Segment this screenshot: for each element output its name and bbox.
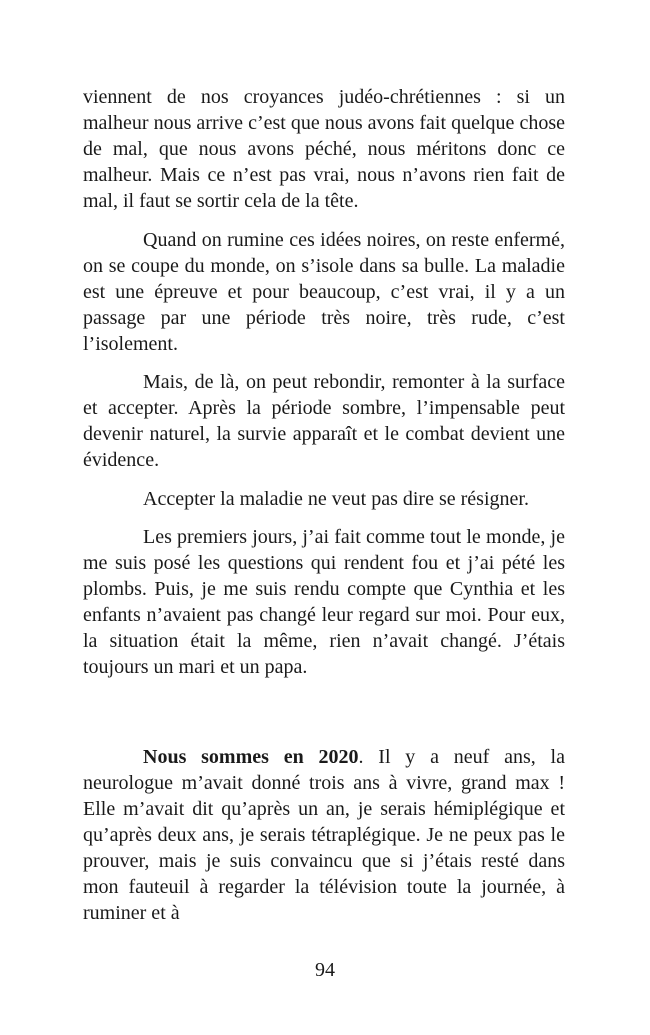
bold-lead: Nous sommes en 2020 [143,746,359,768]
paragraph-idees-noires: Quand on rumine ces idées noires, on reste enfermé, on se coupe du monde, on s’isole dans sa bulle. La maladie est une épreuve et pour beaucoup, c’est vrai, il y a un passage par une période très noire, très rude, c’est l’isolement. [83,228,565,355]
page-number: 94 [315,959,335,981]
paragraph-premiers-jours: Les premiers jours, j’ai fait comme tout le monde, je me suis posé les questions qui rendent fou et j’ai pété les plombs. Puis, je me suis rendu compte que Cynthia et les enfants n’avaient pas changé leur regard sur moi. Pour eux, la situation était la même, rien n’avait changé. J’étais toujours un mari et un papa. [83,526,565,678]
paragraph-continuation: viennent de nos croyances judéo-chrétiennes : si un malheur nous arrive c’est que nous avons fait quelque chose de mal, que nous avons péché, nous méritons donc ce malheur. Mais ce n’est pas vrai, nous n’avons rien fait de mal, il faut se sortir cela de la tête. [83,86,565,212]
paragraph-rebondir: Mais, de là, on peut rebondir, remonter à la surface et accepter. Après la période sombre, l’impensable peut devenir naturel, la survie apparaît et le combat devient une évidence. [83,371,565,471]
paragraph-2020-text: . Il y a neuf ans, la neurologue m’avait donné trois ans à vivre, grand max ! Elle m’avait dit qu’après un an, je serais hémiplégique et qu’après deux ans, je serais tétraplégique. Je ne peux pas le prouver, mais je suis convaincu que si j’étais resté dans mon fauteuil à regarder la télévision toute la journée, à ruminer et à [83,746,565,924]
paragraph-2020 [83,744,565,926]
body-text [83,84,565,939]
paragraph-accepter: Accepter la maladie ne veut pas dire se résigner. [143,487,529,510]
